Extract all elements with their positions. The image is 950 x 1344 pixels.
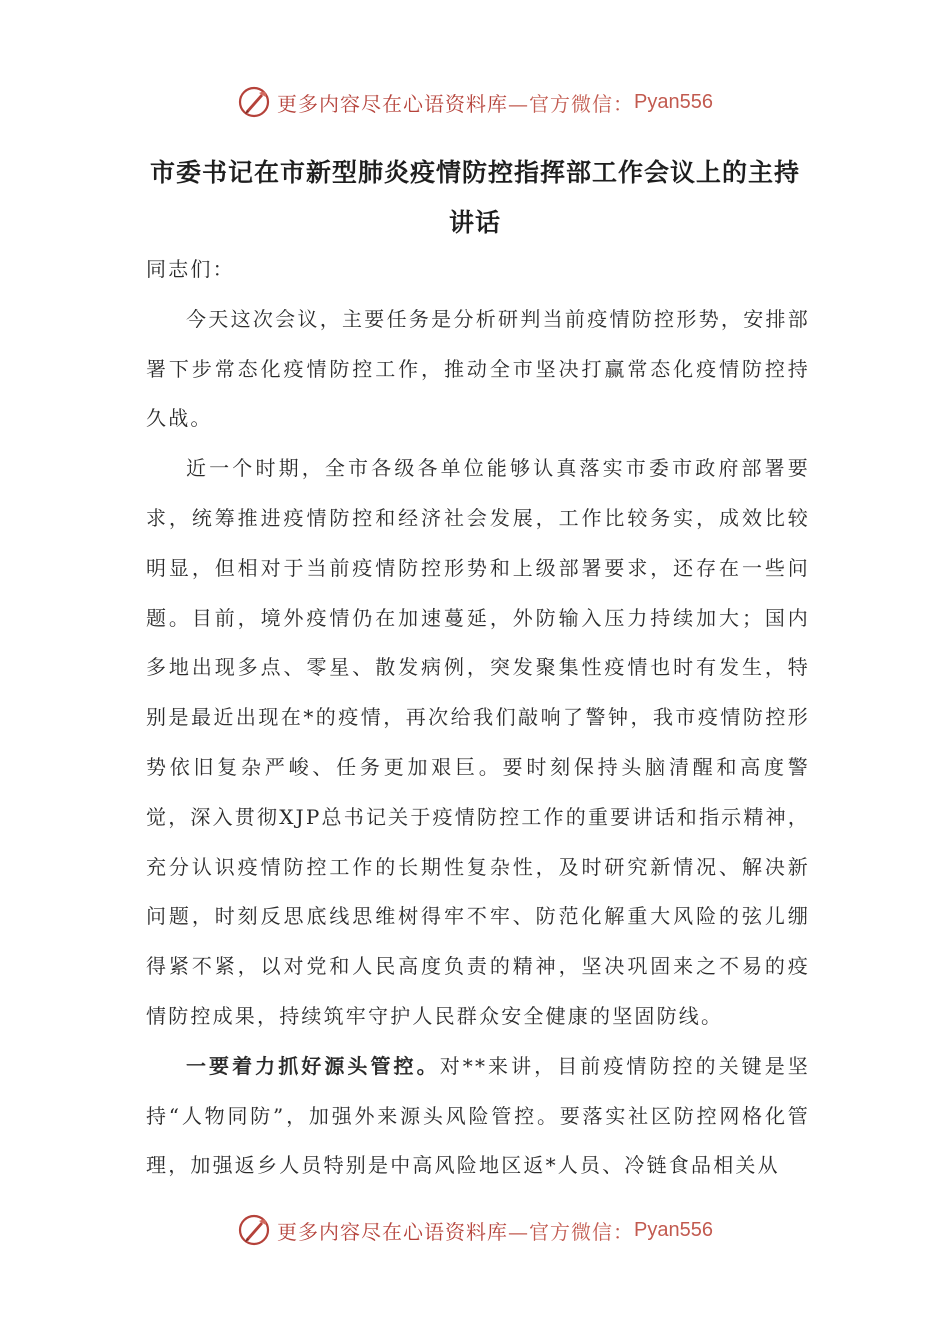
banner-official-label: —官方微信： bbox=[508, 1219, 635, 1244]
banner-wechat-id: Pyan556 bbox=[634, 90, 713, 113]
footer-banner bbox=[0, 1208, 950, 1252]
paragraph: 近一个时期，全市各级各单位能够认真落实市委市政府部署要求，统筹推进疫情防控和经济社会发展，工作比较务实，成效比较明显，但相对于当前疫情防控形势和上级部署要求，还存在一些问题。目前，境外疫情仍在加速蔓延，外防输入压力持续加大；国内多地出现多点、零星、散发病例，突发聚集性疫情也时有发生，特别是最近出现在*的疫情，再次给我们敲响了警钟，我市疫情防控形势依旧复杂严峻、任务更加艰巨。要时刻保持头脑清醒和高度警觉，深入贯彻XJP总书记关于疫情防控工作的重要讲话和指示精神，充分认识疫情防控工作的长期性复杂性，及时研究新情况、解决新问题，时刻反思底线思维树得牢不牢、防范化解重大风险的弦儿绷得紧不紧，以对党和人民高度负责的精神，坚决巩固来之不易的疫情防控成果，持续筑牢守护人民群众安全健康的坚固防线。 bbox=[146, 456, 810, 1028]
greeting: 同志们： bbox=[146, 257, 235, 281]
page-title: 市委书记在市新型肺炎疫情防控指挥部工作会议上的主持讲话 bbox=[149, 158, 800, 237]
quill-logo-icon bbox=[237, 85, 271, 119]
banner-official-label: —官方微信： bbox=[508, 91, 635, 116]
banner-brand-text: 更多内容尽在心语资料库 bbox=[277, 1219, 509, 1244]
section-paragraph bbox=[146, 1042, 810, 1191]
section-body: 对**来讲，目前疫情防控的关键是坚持“人物同防”，加强外来源头风险管控。要落实社区防控网格化管理，加强返乡人员特别是中高风险地区返*人员、冷链食品相关从 bbox=[146, 1053, 811, 1178]
document-body bbox=[146, 245, 810, 1191]
banner-wechat-id: Pyan556 bbox=[634, 1218, 713, 1241]
quill-logo-icon bbox=[237, 1213, 271, 1247]
header-banner bbox=[0, 80, 950, 124]
banner-brand-text: 更多内容尽在心语资料库 bbox=[277, 91, 509, 116]
section-lead: 一要着力抓好源头管控。 bbox=[186, 1053, 440, 1078]
paragraph: 今天这次会议，主要任务是分析研判当前疫情防控形势，安排部署下步常态化疫情防控工作，推动全市坚决打赢常态化疫情防控持久战。 bbox=[146, 306, 810, 431]
